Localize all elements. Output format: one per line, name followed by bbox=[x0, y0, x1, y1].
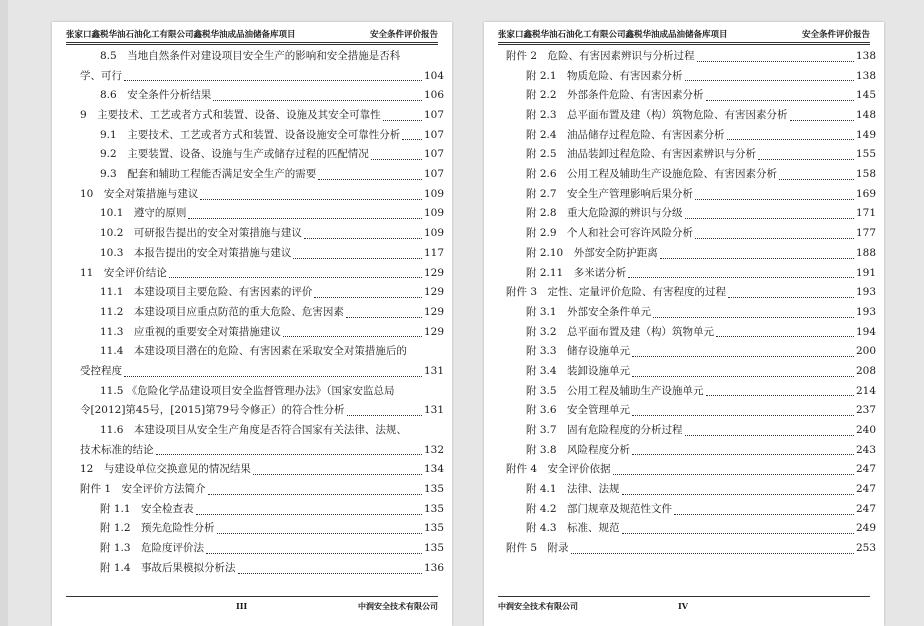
toc-page-number: 247 bbox=[855, 463, 876, 476]
toc-page-number: 148 bbox=[855, 109, 876, 122]
toc-entry-title: 11.4 本建设项目潜在的危险、有害因素在采取安全对策措施后的 bbox=[100, 345, 407, 358]
toc-entry[interactable] bbox=[506, 244, 876, 264]
toc-entry-title: 附 3.6 安全管理单元 bbox=[526, 404, 631, 417]
toc-entry[interactable] bbox=[80, 165, 444, 185]
toc-page-number: 129 bbox=[423, 286, 444, 299]
toc-page-number: 107 bbox=[423, 168, 444, 181]
toc-entry-title: 附 3.4 装卸设施单元 bbox=[526, 364, 631, 377]
toc-entry[interactable] bbox=[506, 145, 876, 165]
toc-leader-dots bbox=[347, 415, 422, 416]
toc-leader-dots bbox=[758, 159, 854, 160]
toc-entry-title: 附 2.8 重大危险源的辨识与分级 bbox=[526, 207, 683, 220]
toc-leader-dots bbox=[706, 395, 854, 396]
toc-entry-title: 11.3 应重视的重要安全对策措施建议 bbox=[100, 325, 281, 338]
table-of-contents bbox=[506, 47, 876, 559]
toc-page-number: 135 bbox=[423, 542, 444, 555]
toc-page-number: 240 bbox=[855, 424, 876, 437]
toc-page-number: 169 bbox=[855, 187, 876, 200]
toc-entry-title: 附 2.2 外部条件危险、有害因素分析 bbox=[526, 89, 704, 102]
toc-leader-dots bbox=[156, 454, 422, 455]
toc-entry[interactable] bbox=[80, 362, 444, 382]
toc-page-number: 171 bbox=[855, 207, 876, 220]
toc-entry[interactable] bbox=[80, 401, 444, 421]
toc-page-number: 155 bbox=[855, 148, 876, 161]
toc-leader-dots bbox=[253, 474, 422, 475]
toc-entry[interactable] bbox=[80, 303, 444, 323]
toc-leader-dots bbox=[238, 573, 422, 574]
header-report-name: 安全条件评价报告 bbox=[801, 30, 870, 40]
toc-entry-title: 附 2.9 个人和社会可容许风险分析 bbox=[526, 227, 694, 240]
toc-leader-dots bbox=[318, 179, 422, 180]
toc-entry[interactable] bbox=[506, 342, 876, 362]
toc-page-number: 109 bbox=[423, 207, 444, 220]
toc-leader-dots bbox=[383, 120, 422, 121]
page-footer bbox=[66, 600, 438, 612]
toc-entry-title: 附 2.3 总平面布置及建（构）筑物危险、有害因素分析 bbox=[526, 109, 788, 122]
toc-entry[interactable] bbox=[506, 303, 876, 323]
toc-page-number: 131 bbox=[423, 404, 444, 417]
toc-entry-title: 11 安全评价结论 bbox=[80, 266, 167, 279]
toc-entry-title: 12 与建设单位交换意见的情况结果 bbox=[80, 463, 251, 476]
toc-page-number: 247 bbox=[855, 502, 876, 515]
toc-entry[interactable] bbox=[506, 283, 876, 303]
toc-entry-title: 技术标准的结论 bbox=[80, 443, 154, 456]
toc-entry-title: 学、可行 bbox=[80, 69, 122, 82]
toc-entry-title: 附 2.5 油品装卸过程危险、有害因素辨识与分析 bbox=[526, 148, 757, 161]
toc-page-number: 243 bbox=[855, 443, 876, 456]
toc-page-number: 193 bbox=[855, 305, 876, 318]
toc-leader-dots bbox=[213, 100, 422, 101]
toc-entry[interactable] bbox=[80, 441, 444, 461]
toc-page-number: 194 bbox=[855, 325, 876, 338]
toc-page-number: 158 bbox=[855, 168, 876, 181]
toc-entry[interactable] bbox=[80, 342, 444, 362]
toc-entry-title: 附 4.3 标准、规范 bbox=[526, 522, 620, 535]
toc-leader-dots bbox=[402, 139, 422, 140]
toc-entry[interactable] bbox=[80, 86, 444, 106]
toc-leader-dots bbox=[632, 376, 854, 377]
toc-page-number: 138 bbox=[855, 69, 876, 82]
toc-entry[interactable] bbox=[80, 460, 444, 480]
toc-entry-title: 8.6 安全条件分析结果 bbox=[100, 89, 212, 102]
toc-leader-dots bbox=[217, 533, 422, 534]
toc-entry-title: 附 1.3 危险度评价法 bbox=[100, 542, 205, 555]
toc-entry-title: 附 3.1 外部安全条件单元 bbox=[526, 305, 652, 318]
header-rule bbox=[498, 42, 870, 43]
toc-entry-title: 受控程度 bbox=[80, 364, 122, 377]
toc-leader-dots bbox=[200, 199, 422, 200]
toc-leader-dots bbox=[613, 474, 854, 475]
toc-leader-dots bbox=[304, 238, 422, 239]
toc-leader-dots bbox=[695, 238, 854, 239]
toc-page-number: 132 bbox=[423, 443, 444, 456]
toc-entry[interactable] bbox=[80, 559, 444, 579]
page-header bbox=[498, 28, 870, 42]
toc-page-number: 131 bbox=[423, 364, 444, 377]
toc-page-number: 129 bbox=[423, 266, 444, 279]
toc-entry-title: 附 3.7 固有危险程度的分析过程 bbox=[526, 424, 683, 437]
toc-leader-dots bbox=[628, 277, 854, 278]
page-footer bbox=[498, 600, 870, 612]
toc-entry[interactable] bbox=[80, 145, 444, 165]
toc-entry[interactable] bbox=[80, 67, 444, 87]
toc-leader-dots bbox=[124, 80, 422, 81]
toc-leader-dots bbox=[790, 120, 854, 121]
toc-entry[interactable] bbox=[80, 106, 444, 126]
toc-leader-dots bbox=[293, 258, 422, 259]
document-page-left bbox=[52, 22, 452, 626]
toc-page-number: 135 bbox=[423, 502, 444, 515]
toc-entry[interactable] bbox=[506, 264, 876, 284]
toc-page-number: 104 bbox=[423, 69, 444, 82]
toc-entry-title: 令[2012]第45号，[2015]第79号令修正）的符合性分析 bbox=[80, 404, 345, 417]
toc-entry[interactable] bbox=[80, 539, 444, 559]
toc-page-number: 193 bbox=[855, 286, 876, 299]
toc-entry-title: 附 3.5 公用工程及辅助生产设施单元 bbox=[526, 384, 704, 397]
toc-leader-dots bbox=[314, 297, 422, 298]
toc-entry[interactable] bbox=[506, 67, 876, 87]
toc-entry[interactable] bbox=[506, 401, 876, 421]
toc-page-number: 135 bbox=[423, 522, 444, 535]
header-rule bbox=[66, 42, 438, 43]
toc-entry[interactable] bbox=[80, 421, 444, 441]
toc-entry-title: 附 4.2 部门规章及规范性文件 bbox=[526, 502, 673, 515]
toc-page-number: 136 bbox=[423, 561, 444, 574]
toc-leader-dots bbox=[622, 494, 854, 495]
footer-rule bbox=[498, 596, 870, 597]
toc-page-number: 191 bbox=[855, 266, 876, 279]
toc-entry[interactable] bbox=[506, 165, 876, 185]
viewer-gutter bbox=[0, 0, 8, 626]
toc-entry[interactable] bbox=[80, 382, 444, 402]
toc-leader-dots bbox=[346, 317, 422, 318]
toc-page-number: 149 bbox=[855, 128, 876, 141]
toc-entry-title: 9.2 主要装置、设备、设施与生产或储存过程的匹配情况 bbox=[100, 148, 369, 161]
toc-leader-dots bbox=[695, 199, 854, 200]
toc-leader-dots bbox=[685, 435, 854, 436]
toc-entry[interactable] bbox=[506, 460, 876, 480]
toc-page-number: 214 bbox=[855, 384, 876, 397]
toc-leader-dots bbox=[632, 356, 854, 357]
toc-page-number: 107 bbox=[423, 128, 444, 141]
toc-entry-title: 附 2.11 多米诺分析 bbox=[526, 266, 627, 279]
toc-page-number: 253 bbox=[855, 542, 876, 555]
toc-page-number: 237 bbox=[855, 404, 876, 417]
header-title: 张家口鑫税华油石油化工有限公司鑫税华油成品油储备库项目 bbox=[498, 30, 728, 40]
toc-entry[interactable] bbox=[80, 480, 444, 500]
footer-company: 中润安全技术有限公司 bbox=[358, 601, 438, 611]
toc-entry-title: 附 2.1 物质危险、有害因素分析 bbox=[526, 69, 683, 82]
toc-entry[interactable] bbox=[506, 47, 876, 67]
toc-entry-title: 附 3.2 总平面布置及建（构）筑物单元 bbox=[526, 325, 715, 338]
toc-entry-title: 附 1.4 事故后果模拟分析法 bbox=[100, 561, 236, 574]
toc-page-number: 135 bbox=[423, 483, 444, 496]
toc-entry[interactable] bbox=[506, 441, 876, 461]
toc-page-number: 249 bbox=[855, 522, 876, 535]
toc-entry-title: 附 2.6 公用工程及辅助生产设施危险、有害因素分析 bbox=[526, 168, 778, 181]
toc-entry-title: 9.1 主要技术、工艺或者方式和装置、设备设施安全可靠性分析 bbox=[100, 128, 401, 141]
toc-leader-dots bbox=[728, 297, 854, 298]
toc-page-number: 134 bbox=[423, 463, 444, 476]
toc-entry-title: 附 2.4 油品储存过程危险、有害因素分析 bbox=[526, 128, 725, 141]
toc-leader-dots bbox=[206, 553, 422, 554]
toc-page-number: 138 bbox=[855, 49, 876, 62]
toc-entry-title: 11.6 本建设项目从安全生产角度是否符合国家有关法律、法规、 bbox=[100, 424, 407, 437]
toc-entry[interactable] bbox=[506, 362, 876, 382]
toc-entry-title: 附 1.1 安全检查表 bbox=[100, 502, 194, 515]
page-number: IV bbox=[678, 601, 688, 611]
toc-entry-title: 附 2.7 安全生产管理影响后果分析 bbox=[526, 187, 694, 200]
toc-leader-dots bbox=[706, 100, 854, 101]
toc-leader-dots bbox=[632, 415, 854, 416]
toc-leader-dots bbox=[632, 454, 854, 455]
header-rule bbox=[66, 44, 438, 45]
toc-leader-dots bbox=[653, 317, 854, 318]
toc-leader-dots bbox=[571, 553, 854, 554]
toc-page-number: 129 bbox=[423, 305, 444, 318]
toc-leader-dots bbox=[283, 336, 422, 337]
toc-entry[interactable] bbox=[506, 185, 876, 205]
toc-page-number: 107 bbox=[423, 148, 444, 161]
toc-page-number: 109 bbox=[423, 187, 444, 200]
toc-entry-title: 附 4.1 法律、法规 bbox=[526, 483, 620, 496]
header-report-name: 安全条件评价报告 bbox=[369, 30, 438, 40]
toc-entry[interactable] bbox=[80, 224, 444, 244]
toc-entry[interactable] bbox=[506, 480, 876, 500]
toc-page-number: 129 bbox=[423, 325, 444, 338]
toc-entry[interactable] bbox=[80, 500, 444, 520]
toc-entry[interactable] bbox=[506, 421, 876, 441]
toc-page-number: 107 bbox=[423, 109, 444, 122]
toc-entry[interactable] bbox=[506, 86, 876, 106]
toc-page-number: 188 bbox=[855, 246, 876, 259]
toc-entry-title: 9.3 配套和辅助工程能否满足安全生产的需要 bbox=[100, 168, 317, 181]
toc-entry[interactable] bbox=[506, 205, 876, 225]
toc-entry[interactable] bbox=[80, 126, 444, 146]
toc-leader-dots bbox=[685, 80, 854, 81]
document-page-right bbox=[484, 22, 884, 626]
page-number: III bbox=[236, 601, 248, 611]
toc-page-number: 208 bbox=[855, 364, 876, 377]
toc-entry[interactable] bbox=[80, 323, 444, 343]
toc-entry-title: 附 2.10 外部安全防护距离 bbox=[526, 246, 658, 259]
toc-entry[interactable] bbox=[506, 126, 876, 146]
page-header bbox=[66, 28, 438, 42]
toc-entry[interactable] bbox=[506, 500, 876, 520]
toc-page-number: 109 bbox=[423, 227, 444, 240]
toc-leader-dots bbox=[124, 376, 422, 377]
toc-page-number: 247 bbox=[855, 483, 876, 496]
toc-entry-title: 附件 1 安全评价方法简介 bbox=[80, 483, 206, 496]
toc-entry[interactable] bbox=[80, 205, 444, 225]
toc-leader-dots bbox=[622, 533, 854, 534]
toc-entry-title: 附件 5 附录 bbox=[506, 542, 569, 555]
toc-leader-dots bbox=[685, 218, 854, 219]
table-of-contents bbox=[80, 47, 444, 579]
toc-entry-title: 附件 2 危险、有害因素辨识与分析过程 bbox=[506, 49, 695, 62]
toc-entry-title: 附件 4 安全评价依据 bbox=[506, 463, 611, 476]
toc-entry-title: 8.5 当地自然条件对建设项目安全生产的影响和安全措施是否科 bbox=[100, 49, 401, 62]
toc-entry[interactable] bbox=[80, 244, 444, 264]
toc-entry[interactable] bbox=[506, 382, 876, 402]
toc-entry[interactable] bbox=[80, 283, 444, 303]
toc-leader-dots bbox=[196, 514, 422, 515]
toc-entry[interactable] bbox=[80, 520, 444, 540]
toc-page-number: 106 bbox=[423, 89, 444, 102]
toc-leader-dots bbox=[188, 218, 422, 219]
toc-entry-title: 11.5 《危险化学品建设项目安全监督管理办法》（国家安监总局 bbox=[100, 384, 395, 397]
toc-entry-title: 附 1.2 预先危险性分析 bbox=[100, 522, 215, 535]
toc-entry-title: 10 安全对策措施与建议 bbox=[80, 187, 199, 200]
toc-page-number: 200 bbox=[855, 345, 876, 358]
toc-entry-title: 10.2 可研报告提出的安全对策措施与建议 bbox=[100, 227, 302, 240]
toc-leader-dots bbox=[716, 336, 854, 337]
footer-company: 中润安全技术有限公司 bbox=[498, 601, 578, 611]
toc-entry-title: 10.1 遵守的原则 bbox=[100, 207, 187, 220]
toc-entry[interactable] bbox=[506, 520, 876, 540]
toc-entry[interactable] bbox=[80, 185, 444, 205]
toc-leader-dots bbox=[697, 61, 854, 62]
toc-leader-dots bbox=[779, 179, 854, 180]
toc-page-number: 145 bbox=[855, 89, 876, 102]
toc-leader-dots bbox=[371, 159, 422, 160]
toc-entry[interactable] bbox=[506, 539, 876, 559]
footer-rule bbox=[66, 596, 438, 597]
toc-entry-title: 附件 3 定性、定量评价危险、有害程度的过程 bbox=[506, 286, 727, 299]
toc-page-number: 177 bbox=[855, 227, 876, 240]
toc-entry[interactable] bbox=[506, 106, 876, 126]
toc-leader-dots bbox=[660, 258, 854, 259]
toc-entry[interactable] bbox=[80, 264, 444, 284]
toc-entry-title: 附 3.8 风险程度分析 bbox=[526, 443, 631, 456]
toc-entry-title: 11.2 本建设项目应重点防范的重大危险、危害因素 bbox=[100, 305, 344, 318]
toc-entry[interactable] bbox=[506, 224, 876, 244]
toc-entry-title: 附 3.3 储存设施单元 bbox=[526, 345, 631, 358]
toc-entry-title: 9 主要技术、工艺或者方式和装置、设备、设施及其安全可靠性 bbox=[80, 109, 381, 122]
toc-leader-dots bbox=[208, 494, 422, 495]
header-rule bbox=[498, 44, 870, 45]
toc-entry-title: 11.1 本建设项目主要危险、有害因素的评价 bbox=[100, 286, 313, 299]
toc-entry[interactable] bbox=[80, 47, 444, 67]
header-title: 张家口鑫税华油石油化工有限公司鑫税华油成品油储备库项目 bbox=[66, 30, 296, 40]
toc-leader-dots bbox=[674, 514, 854, 515]
toc-leader-dots bbox=[169, 277, 422, 278]
toc-entry[interactable] bbox=[506, 323, 876, 343]
toc-entry-title: 10.3 本报告提出的安全对策措施与建议 bbox=[100, 246, 292, 259]
toc-leader-dots bbox=[727, 139, 854, 140]
toc-page-number: 117 bbox=[423, 246, 444, 259]
